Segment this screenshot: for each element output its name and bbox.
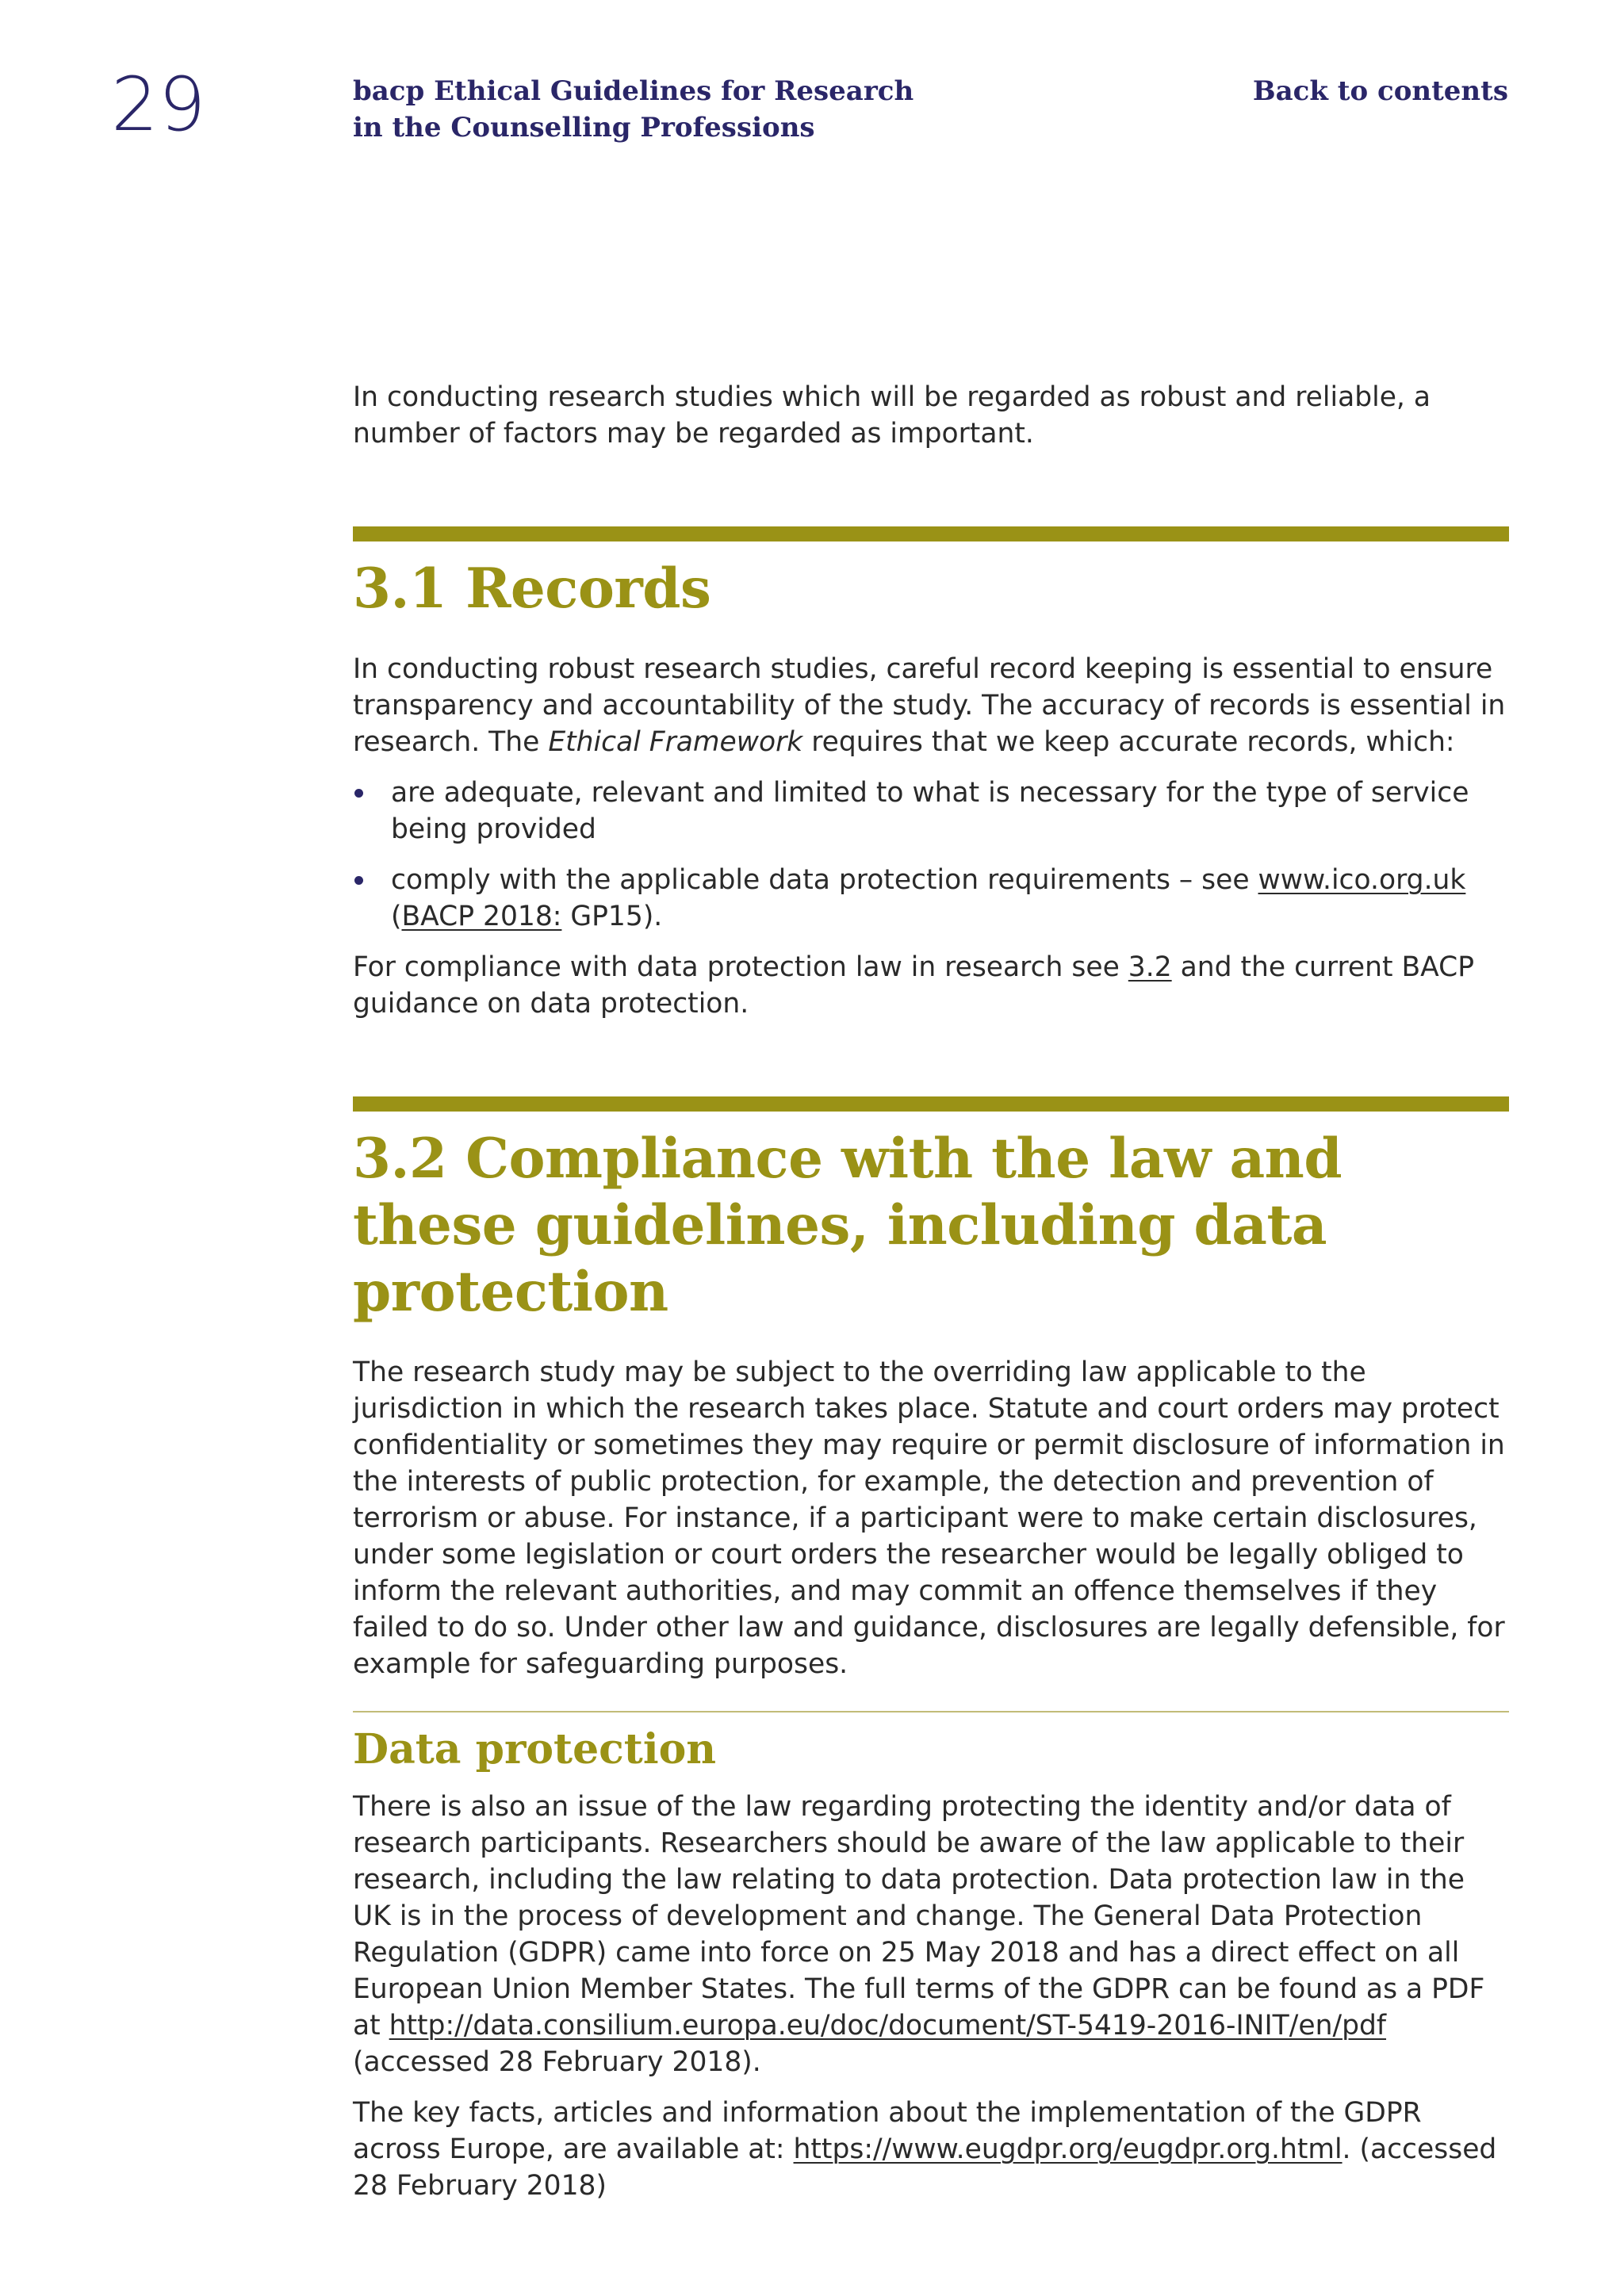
document-title <box>353 73 987 146</box>
closing-text-after: and the current BACP guidance on data protection. <box>353 951 1475 1020</box>
bacp-2018-link[interactable]: BACP 2018: <box>401 901 562 932</box>
ico-website-link[interactable]: www.ico.org.uk <box>1258 864 1466 896</box>
records-requirements-list <box>353 775 1509 935</box>
section-3-2-link[interactable]: 3.2 <box>1128 951 1172 983</box>
list-item-text-after: GP15). <box>561 901 663 932</box>
ethical-framework-title: Ethical Framework <box>548 726 803 758</box>
section-3-2-divider <box>353 1096 1509 1112</box>
page-number: 29 <box>111 62 206 148</box>
back-to-contents-link[interactable]: Back to contents <box>1252 75 1508 107</box>
closing-text-before: For compliance with data protection law in research see <box>353 951 1128 983</box>
data-protection-heading: Data protection <box>353 1725 717 1774</box>
data-protection-paragraph-2 <box>353 2095 1509 2204</box>
data-protection-paragraph-1 <box>353 1789 1509 2080</box>
section-3-1-divider <box>353 526 1509 541</box>
list-item-text-mid: ( <box>391 901 402 932</box>
records-closing-paragraph <box>353 949 1509 1022</box>
list-item <box>353 862 1509 935</box>
dp1-text-before: There is also an issue of the law regarding protecting the identity and/or data of research participants. Researchers should be aware of the law applicable to their research, including the law relating to data protection. Data protection law in the UK is in the process of development and change. The General Data Protection Regulation (GDPR) came into force on 25 May 2018 and has a direct effect on all European Union Member States. The full terms of the GDPR can be found as a PDF at <box>353 1791 1485 2042</box>
records-paragraph <box>353 651 1509 760</box>
dp1-text-after: (accessed 28 February 2018). <box>353 2046 761 2078</box>
document-title-line-1: bacp Ethical Guidelines for Research <box>353 75 914 107</box>
intro-paragraph: In conducting research studies which will be regarded as robust and reliable, a number of factors may be regarded as important. <box>353 381 1431 450</box>
section-3-1-heading: 3.1 Records <box>353 557 711 621</box>
list-item <box>353 775 1509 848</box>
list-item-text-before: comply with the applicable data protection requirements – see <box>391 864 1258 896</box>
list-item-text: are adequate, relevant and limited to what is necessary for the type of service being provided <box>391 777 1469 845</box>
spacer <box>353 1022 1509 1096</box>
compliance-paragraph: The research study may be subject to the overriding law applicable to the jurisdiction in which the research takes place. Statute and court orders may protect confidentiality or sometimes they may require or permit disclosure of information in the interests of public protection, for example, the detection and prevention of terrorism or abuse. For instance, if a participant were to make certain disclosures, under some legislation or court orders the researcher would be legally obliged to inform the relevant authorities, and may commit an offence themselves if they failed to do so. Under other law and guidance, disclosures are legally defensible, for example for safeguarding purposes. <box>353 1357 1505 1680</box>
dp2-text-after: . (accessed 28 February 2018) <box>353 2133 1497 2202</box>
bullet-icon <box>354 876 363 885</box>
eugdpr-link[interactable]: https://www.eugdpr.org/eugdpr.org.html <box>793 2133 1342 2165</box>
bullet-icon <box>354 789 363 798</box>
gdpr-pdf-link[interactable]: http://data.consilium.europa.eu/doc/document/ST-5419-2016-INIT/en/pdf <box>389 2010 1387 2042</box>
subsection-divider <box>353 1711 1509 1712</box>
section-3-2-heading: 3.2 Compliance with the law and these guidelines, including data protection <box>353 1127 1342 1324</box>
dp2-text-before: The key facts, articles and information about the implementation of the GDPR across Europe, are available at: <box>353 2097 1422 2165</box>
records-text-after: requires that we keep accurate records, which: <box>802 726 1455 758</box>
document-title-line-2: in the Counselling Professions <box>353 112 815 144</box>
records-text-before: In conducting robust research studies, careful record keeping is essential to ensure transparency and accountability of the study. The accuracy of records is essential in research. The <box>353 653 1506 758</box>
page-content <box>353 379 1509 2204</box>
